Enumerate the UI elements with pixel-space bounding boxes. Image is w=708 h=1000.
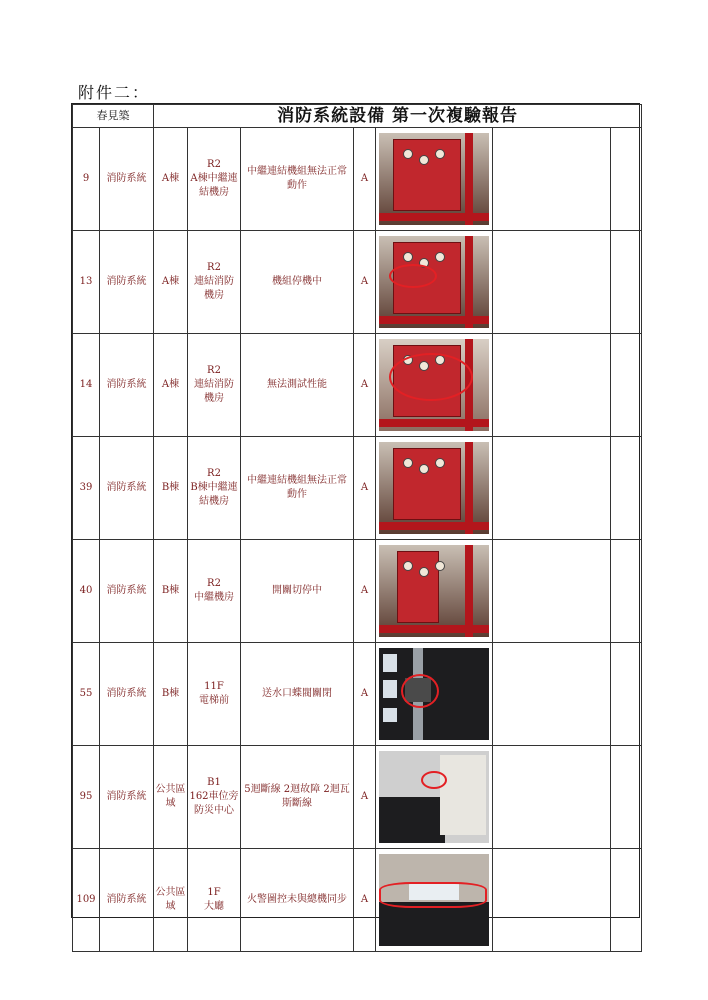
table-row [73, 849, 642, 952]
empty-cell-1 [493, 746, 611, 849]
photo-cell [376, 746, 493, 849]
location-line: 機房 [204, 290, 224, 301]
empty-cell-2 [611, 540, 642, 643]
equipment-photo [379, 236, 489, 328]
photo-cell [376, 334, 493, 437]
location [188, 849, 241, 952]
project-name: 春見築 [73, 105, 154, 128]
grade: A [354, 231, 376, 334]
location-line: 電梯前 [199, 695, 229, 706]
empty-cell-2 [611, 128, 642, 231]
building-name [154, 643, 188, 746]
empty-cell-1 [493, 540, 611, 643]
empty-cell-1 [493, 849, 611, 952]
issue-description [241, 231, 354, 334]
photo-cell [376, 643, 493, 746]
location-line: 大廳 [204, 901, 224, 912]
location-line: 連結消防 [194, 379, 234, 390]
system-name: 消防系統 [100, 643, 154, 746]
issue-description [241, 128, 354, 231]
item-number: 95 [73, 746, 100, 849]
location-line: R2 [207, 468, 221, 479]
location [188, 437, 241, 540]
system-name: 消防系統 [100, 540, 154, 643]
issue-line: 無法測試性能 [267, 379, 327, 390]
table-row [73, 334, 642, 437]
issue-line: 5迴斷線 2迴故障 2迴瓦 [244, 784, 350, 795]
photo-cell [376, 128, 493, 231]
table-row [73, 746, 642, 849]
grade: A [354, 540, 376, 643]
building-line: B棟 [161, 482, 180, 493]
issue-line: 中繼連結機組無法正常 [247, 166, 347, 177]
photo-cell [376, 437, 493, 540]
location-line: R2 [207, 159, 221, 170]
photo-cell [376, 849, 493, 952]
issue-line: 中繼連結機組無法正常 [247, 475, 347, 486]
location [188, 746, 241, 849]
building-line: 域 [165, 901, 176, 912]
location [188, 128, 241, 231]
issue-description [241, 334, 354, 437]
location-line: 結機房 [199, 187, 229, 198]
issue-line: 送水口蝶閥關閉 [262, 688, 332, 699]
system-name: 消防系統 [100, 746, 154, 849]
grade: A [354, 643, 376, 746]
photo-cell [376, 231, 493, 334]
building-name [154, 334, 188, 437]
attachment-label: 附件二： [78, 83, 151, 102]
location [188, 540, 241, 643]
location-line: 1F [207, 887, 221, 898]
equipment-photo [379, 854, 489, 946]
empty-cell-2 [611, 437, 642, 540]
item-number: 55 [73, 643, 100, 746]
issue-description [241, 746, 354, 849]
location-line: R2 [207, 262, 221, 273]
building-line: A棟 [161, 379, 180, 390]
item-number: 9 [73, 128, 100, 231]
building-line: A棟 [161, 276, 180, 287]
location [188, 643, 241, 746]
building-line: 公共區 [155, 784, 186, 795]
table-row [73, 128, 642, 231]
location [188, 334, 241, 437]
equipment-photo [379, 339, 489, 431]
location-line: A棟中繼連 [190, 173, 238, 184]
empty-cell-2 [611, 231, 642, 334]
grade: A [354, 334, 376, 437]
issue-description [241, 849, 354, 952]
issue-line: 機組停機中 [272, 276, 322, 287]
empty-cell-2 [611, 849, 642, 952]
equipment-photo [379, 545, 489, 637]
location-line: R2 [207, 578, 221, 589]
building-name [154, 128, 188, 231]
empty-cell-2 [611, 643, 642, 746]
table-row [73, 231, 642, 334]
empty-cell-1 [493, 334, 611, 437]
item-number: 13 [73, 231, 100, 334]
building-name [154, 540, 188, 643]
header-row [73, 105, 642, 128]
location-line: 連結消防 [194, 276, 234, 287]
location-line: 中繼機房 [194, 592, 234, 603]
grade: A [354, 746, 376, 849]
issue-description [241, 540, 354, 643]
issue-line: 火警圖控未與總機同步 [247, 894, 347, 905]
location-line: 結機房 [199, 496, 229, 507]
equipment-photo [379, 442, 489, 534]
building-line: B棟 [161, 585, 180, 596]
item-number: 39 [73, 437, 100, 540]
building-line: A棟 [161, 173, 180, 184]
system-name: 消防系統 [100, 437, 154, 540]
photo-cell [376, 540, 493, 643]
location-line: 機房 [204, 393, 224, 404]
system-name: 消防系統 [100, 334, 154, 437]
empty-cell-1 [493, 643, 611, 746]
location-line: 11F [204, 681, 224, 692]
empty-cell-2 [611, 334, 642, 437]
empty-cell-1 [493, 128, 611, 231]
report-table [72, 104, 642, 952]
building-line: 域 [165, 798, 176, 809]
building-name [154, 849, 188, 952]
issue-line: 斯斷線 [282, 798, 312, 809]
location [188, 231, 241, 334]
issue-line: 開關切停中 [272, 585, 322, 596]
location-line: R2 [207, 365, 221, 376]
location-line: 防災中心 [194, 805, 234, 816]
issue-description [241, 437, 354, 540]
building-line: B棟 [161, 688, 180, 699]
issue-description [241, 643, 354, 746]
item-number: 14 [73, 334, 100, 437]
location-line: B1 [207, 777, 221, 788]
system-name: 消防系統 [100, 128, 154, 231]
report-table-frame [71, 103, 640, 918]
equipment-photo [379, 133, 489, 225]
system-name: 消防系統 [100, 849, 154, 952]
location-line: B棟中繼連 [190, 482, 238, 493]
system-name: 消防系統 [100, 231, 154, 334]
building-name [154, 437, 188, 540]
item-number: 109 [73, 849, 100, 952]
report-title: 消防系統設備 第一次複驗報告 [154, 105, 642, 128]
equipment-photo [379, 648, 489, 740]
table-row [73, 643, 642, 746]
issue-line: 動作 [287, 489, 307, 500]
location-line: 162車位旁 [189, 791, 239, 802]
grade: A [354, 437, 376, 540]
building-name [154, 231, 188, 334]
empty-cell-1 [493, 231, 611, 334]
item-number: 40 [73, 540, 100, 643]
empty-cell-2 [611, 746, 642, 849]
grade: A [354, 128, 376, 231]
equipment-photo [379, 751, 489, 843]
empty-cell-1 [493, 437, 611, 540]
table-row [73, 540, 642, 643]
issue-line: 動作 [287, 180, 307, 191]
grade: A [354, 849, 376, 952]
building-name [154, 746, 188, 849]
table-row [73, 437, 642, 540]
building-line: 公共區 [155, 887, 186, 898]
